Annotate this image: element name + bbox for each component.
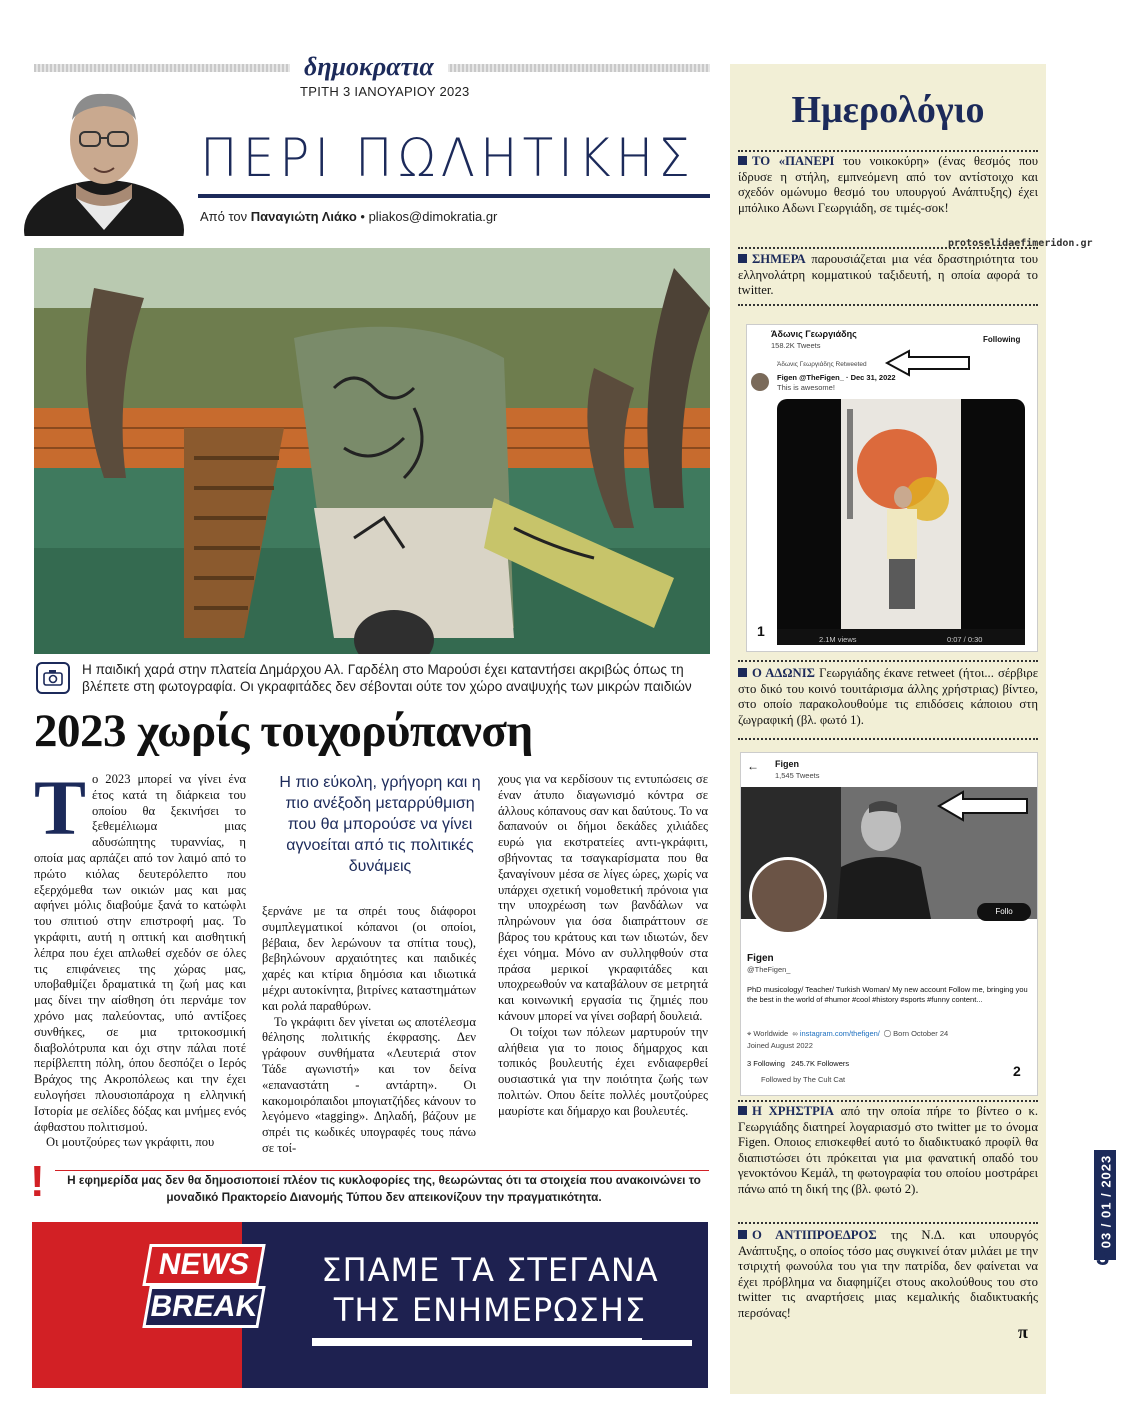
tweet2-handle: @TheFigen_	[747, 965, 791, 974]
notice-exclamation-icon: !	[30, 1157, 45, 1206]
tweet2-stats[interactable]: 3 Following 245.7K Followers	[747, 1059, 850, 1068]
back-arrow-icon[interactable]: ←	[747, 759, 759, 773]
sidebar-item-2	[738, 252, 1038, 299]
tweet1-tweet-count: 158.2K Tweets	[771, 341, 821, 350]
tweet1-avatar	[751, 373, 769, 391]
sidebar-item-1-lead: ΤΟ «ΠΑΝΕΡΙ	[752, 154, 835, 168]
arrow-left-icon	[883, 349, 973, 377]
sidebar-item-3	[738, 666, 1038, 728]
sidebar-divider	[738, 304, 1038, 306]
tweet2-link[interactable]: instagram.com/thefigen/	[799, 1029, 880, 1038]
tweet2-tweet-count: 1,545 Tweets	[775, 771, 820, 780]
circulation-notice: Η εφημερίδα μας δεν θα δημοσιοποιεί πλέον τις κυκλοφορίες της, θεωρώντας ότι τα στοιχεία που ανακοινώνει το μοναδικό Πρακτορείο Διανομής Τύπου δεν απεικονίζουν την πραγματικότητα.	[67, 1173, 701, 1204]
sidebar-divider	[738, 150, 1038, 152]
article-column-3	[498, 772, 708, 1120]
arrow-left-icon	[935, 789, 1031, 823]
newspaper-brand: δημοκρατια	[290, 52, 448, 82]
tweet2-profile-name: Figen	[747, 953, 774, 964]
tweet1-photo-number: 1	[757, 623, 765, 639]
issue-date: ΤΡΙΤΗ 3 ΙΑΝΟΥΑΡΙΟΥ 2023	[300, 84, 470, 99]
tweet2-avatar	[749, 857, 827, 935]
sidebar-divider	[738, 660, 1038, 662]
ad-underline	[312, 1340, 692, 1346]
edge-date: 03 / 01 / 2023	[1098, 1154, 1114, 1249]
sidebar-item-2-text: παρουσιάζεται μια νέα δραστηριότητα του ελληνολάτρη κομματικού ταξιδευτή, η οποία αφορά το twitter.	[738, 252, 1038, 298]
tweet1-text: This is awesome!	[777, 383, 835, 392]
article-col3-text: χους για να κερδίσουν τις εντυπώσεις σε έναν άτυπο διαγωνισμό κόντρα σε άλλους κόπανους σαν και δαύτους. Το να δαπανούν οι δήμοι δεκάδες χιλιάδες ευρώ για εκστρατείες αντι-γκράφιτι, σβήνοντας τα τσαγκαρίσματα που θα ξαναγίνουν μέσα σε λίγες ώρες, χωρίς να υπάρχει σχετική νομοθετική πρόνοια για την υποχρέωση των βανδάλων να πληρώνουν για όσα διαπράττουν σε βάρος του κράτους και των ιδιωτών, δεν έχει νόημα. Μόνο αν συλληφθούν στα πράσα μερικοί γκραφιτάδες και υποχρεωθούν να καταβάλουν σε μετρητά και κοινωνική εργασία τις ζημιές που κάνουν μπορεί να γίνει σοβαρή δουλειά.	[498, 772, 708, 1023]
drop-cap: Τ	[34, 764, 87, 851]
location-icon: ⌖	[747, 1029, 752, 1038]
ad-slogan	[290, 1250, 690, 1330]
title-rule	[198, 194, 710, 198]
article-headline: 2023 χωρίς τοιχορύπανση	[34, 705, 533, 757]
sidebar-title: Ημερολόγιο	[791, 89, 985, 131]
birthday-icon: ◯	[884, 1029, 892, 1038]
sidebar-item-1	[738, 154, 1038, 216]
sidebar-item-3-lead: Ο ΑΔΩΝΙΣ	[752, 666, 815, 680]
notice-rule	[55, 1170, 709, 1171]
tweet-screenshot-2	[740, 752, 1038, 1096]
byline-prefix: Από τον	[200, 209, 248, 224]
tweet2-photo-number: 2	[1013, 1063, 1021, 1079]
article-col1-paragraph: Οι μουτζούρες των γκράφιτι, που	[46, 1135, 215, 1150]
article-col2-paragraph: Το γκράφιτι δεν γίνεται ως αποτέλεσμα θέλησης πολιτικής έκφρασης. Δεν γράφουν συνθήματα «Λευτεριά στον Τάδε αγωνιστή» και τον δείνα «επαναστάτη - αντάρτη». Οι κακομοιρόπαιδοι μπογιατζήδες κάνουν το λεγόμενο «tagging». Δηλαδή, βάζουν με σπρέι τις κωδικές υπογραφές τους πάνω σε τοί-	[262, 1014, 476, 1155]
tweet1-following-button[interactable]: Following	[983, 335, 1021, 344]
tweet2-follow-button[interactable]: Follo	[977, 903, 1031, 921]
tweet1-account-name: Άδωνις Γεωργιάδης	[771, 329, 857, 339]
photo-caption: Η παιδική χαρά στην πλατεία Δημάρχου Αλ. Γαρδέλη στο Μαρούσι έχει καταντήσει ακριβώς όπως τη βλέπετε στη φωτογραφία. Οι γκραφιτάδες δεν σέβονται ούτε τον χώρο αναψυχής των μικρών παιδιών	[82, 662, 692, 694]
link-icon: ∞	[792, 1029, 798, 1038]
column-title: ΠΕΡΙ ΠΩΛΗΤΙΚΗΣ	[200, 127, 695, 189]
camera-icon	[36, 662, 70, 694]
bullet-square-icon	[738, 254, 747, 263]
tweet1-time: 0:07 / 0:30	[947, 635, 983, 644]
ad-slogan-line-2: ΤΗΣ ΕΝΗΜΕΡΩΣΗΣ	[333, 1291, 647, 1329]
ad-news-label: NEWS	[142, 1244, 265, 1286]
sidebar-item-4-lead: Η ΧΡΗΣΤΡΙΑ	[752, 1104, 834, 1118]
sidebar-item-5-text: της Ν.Δ. και υπουργός Ανάπτυξης, ο οποίος τόσο μας συγκινεί όταν μιλάει με την τσιριχτή φωνούλα του για την πατρίδα, δεν φαίνεται να έχει πρόβλημα να διαφημίζει στους ακολούθους του στο twitter τις αναρτήσεις μιας κεμαλικής διαδικτυακής περσόνας!	[738, 1228, 1039, 1320]
byline	[200, 209, 497, 224]
ad-slogan-line-1: ΣΠΑΜΕ ΤΑ ΣΤΕΓΑΝΑ	[321, 1251, 659, 1289]
byline-email[interactable]: pliakos@dimokratia.gr	[368, 209, 498, 224]
sidebar-divider	[738, 1100, 1038, 1102]
bullet-square-icon	[738, 668, 747, 677]
sidebar-item-1-text: του νοικοκύρη» (ένας θεσμός που ίδρυσε η στήλη, εμπνεόμενη από τον αντίστοιχο και σχεδόν ομώνυμο θεσμό του υπουργού Ανάπτυξης) έχει μπόλικο Αδωνι Γεωργιάδη, σε τιμές-σοκ!	[738, 154, 1038, 215]
sidebar-item-5-lead: Ο ΑΝΤΙΠΡΟΕΔΡΟΣ	[752, 1228, 877, 1242]
tweet1-retweeted-label: Άδωνις Γεωργιάδης Retweeted	[777, 361, 867, 368]
article-col2-text: ξερνάνε με τα σπρέι τους διάφοροι συμπλεγματικοί κόπανοι (οι οποίοι, βέβαια, δεν λερώνουν τα σπίτια τους), βεβηλώνουν αρχαιότητες και παιδικές χαρές και κτίρια δημόσια και ιδιωτικά μέχρι αυτοκίνητα, βιτρίνες καταστημάτων και ρολά παραθύρων.	[262, 904, 476, 1013]
sidebar-item-5	[738, 1228, 1038, 1322]
ad-break-label: BREAK	[142, 1286, 265, 1328]
tweet2-location: Worldwide	[753, 1029, 789, 1038]
tweet2-joined: Joined August 2022	[747, 1041, 813, 1050]
byline-separator: •	[360, 209, 365, 224]
sidebar-divider	[738, 738, 1038, 740]
article-column-1	[34, 764, 246, 1151]
sidebar-item-2-lead: ΣΗΜΕΡΑ	[752, 252, 806, 266]
sidebar-divider	[738, 1222, 1038, 1224]
playground-graffiti-photo	[34, 248, 710, 654]
watermark: protoselidaefimeridon.gr	[948, 238, 1093, 249]
tweet2-born: Born October 24	[893, 1029, 949, 1038]
tweet1-user-line: Figen @TheFigen_ · Dec 31, 2022	[777, 373, 896, 382]
tweet2-meta	[747, 1029, 948, 1039]
byline-author: Παναγιώτη Λιάκο	[250, 209, 357, 224]
tweet2-followed-by: Followed by The Cult Cat	[761, 1075, 846, 1084]
article-column-2	[262, 904, 476, 1157]
sidebar-item-3-text: Γεωργιάδης έκανε retweet (ήτοι... σέρβιρε στο δικό του κοινό τουιτάρισμα άλλης χρήστριας) βίντεο, στο οποίο παρακολουθούμε τις επιδόσεις κάποιου στη ζωγραφική (βλ. φωτό 1).	[738, 666, 1039, 727]
tweet1-views: 2.1M views	[819, 635, 857, 644]
tweet1-video[interactable]	[777, 399, 1025, 645]
pull-quote: Η πιο εύκολη, γρήγορη και η πιο ανέξοδη μεταρρύθμιση που θα μπορούσε να γίνει αγνοείται από τις πολιτικές δυνάμεις	[279, 774, 481, 875]
sidebar-item-4	[738, 1104, 1038, 1198]
column-signature: π	[1018, 1322, 1028, 1342]
bullet-square-icon	[738, 1230, 747, 1239]
sidebar-divider	[738, 247, 1038, 249]
tweet2-name: Figen	[775, 759, 799, 769]
bullet-square-icon	[738, 156, 747, 165]
article-col3-paragraph: Οι τοίχοι των πόλεων μαρτυρούν την αλήθεια για το ποιος δήμαρχος και τοπικός βουλευτής έχει ενδιαφερθεί ουσιαστικά για την ποιότητα ζωής των πολιτών. Οπου δείτε πολλές μουτζούρες μαυρίστε και δήμαρχο και βουλευτές.	[498, 1024, 708, 1118]
bullet-square-icon	[738, 1106, 747, 1115]
news-break-ad[interactable]	[32, 1222, 708, 1388]
tweet-screenshot-1	[746, 324, 1038, 652]
page-number: 3	[1096, 1244, 1110, 1271]
tweet2-bio: PhD musicology/ Teacher/ Turkish Woman/ My new account Follow me, bringing you the best in the world of #humor #cool #history #sports #funny content...	[747, 985, 1028, 1004]
article-col1-text: ο 2023 μπορεί να γίνει ένα έτος κατά τη διάρκεια του οποίου θα ξεκινήσει το ξεθεμέλιωμα μιας αδυσώπητης τυραννίας, η οποία μας αρπάζει από τον λαιμό από το πρώτο κιόλας δευτερόλεπτο που εξερχόμεθα των οικιών μας και μας αφήνει μόλις διαβούμε ξανά το κατώφλι του σπιτιού στην επιστροφή μας. Το γκράφιτι, αυτή η οπτική και αισθητική λέπρα που έχει απλωθεί σχεδόν σε όλες τις επιφάνειες της χώρας μας, υποβαθμίζει δραματικά τη ζωή μας και μας δίνει την αίσθηση ότι περνάμε τον χρόνο μας παλεύοντας, υπό αντίξοες συνθήκες, σε μια τριτοκοσμική διαβολότρυπα και όχι στην πάλαι ποτέ περίβλεπτη πόλη, όπου δεσπόζει ο Ιερός Βράχος της Ακροπόλεως και την έχει ευλογήσει πλουσιοπάροχα η ελληνική Ιστορία με σελίδες δόξας και μνήμες ενός άφθαστου πολιτισμού.	[34, 772, 246, 1134]
author-portrait	[16, 80, 184, 236]
sidebar-item-4-text: από την οποία πήρε το βίντεο ο κ. Γεωργιάδης διατηρεί λογαριασμό στο twitter με το όνομα Figen. Οποιος επισκεφθεί αυτό το διαδικτυακό προφίλ θα διαπιστώσει ότι πρόκειται για μια φανατική οπαδό του γενοκτόνου Κεμάλ, τη φωτογραφία του οποίου μοστράρει πάνω από τη δική της (βλ. φωτό 2).	[738, 1104, 1039, 1196]
